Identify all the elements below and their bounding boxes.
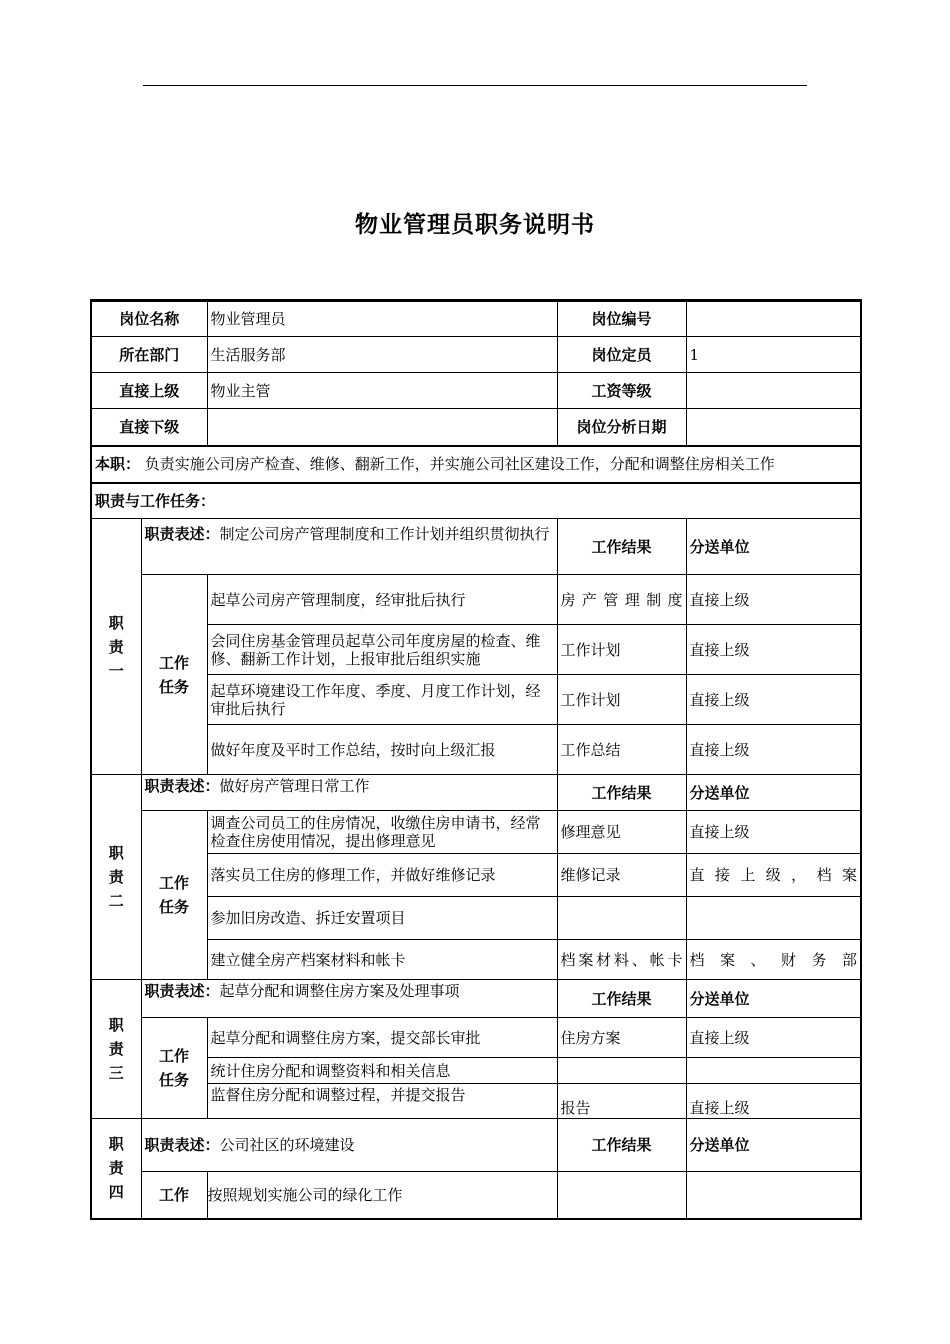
duty-3-task-1-recipient: 直接上级 bbox=[686, 1018, 861, 1058]
duty-4-task-1: 按照规划实施公司的绿化工作 bbox=[207, 1172, 557, 1219]
duty-3-task-3-result: 报告 bbox=[557, 1084, 686, 1119]
duty-1-name: 职 责 一 bbox=[91, 519, 141, 775]
duty-4-tasks-label: 工作 bbox=[141, 1172, 207, 1219]
position-no-label: 岗位编号 bbox=[557, 301, 686, 337]
headcount-value: 1 bbox=[686, 337, 861, 373]
duty-4-task-1-result bbox=[557, 1172, 686, 1219]
summary-text: 负责实施公司房产检查、维修、翻新工作，并实施公司社区建设工作，分配和调整住房相关工作 bbox=[144, 455, 775, 473]
superior-value: 物业主管 bbox=[207, 373, 557, 409]
duty-1-result-header: 工作结果 bbox=[557, 519, 686, 575]
headcount-label: 岗位定员 bbox=[557, 337, 686, 373]
duties-header: 职责与工作任务： bbox=[91, 483, 861, 519]
duty-2-result-header: 工作结果 bbox=[557, 775, 686, 811]
duty-2-task-4-result: 档案材料、帐卡 bbox=[557, 940, 686, 980]
duty-3-name: 职 责 三 bbox=[91, 980, 141, 1119]
duty-3-result-header: 工作结果 bbox=[557, 980, 686, 1018]
salary-grade-value bbox=[686, 373, 861, 409]
document-title: 物业管理员职务说明书 bbox=[355, 212, 595, 238]
position-no-value bbox=[686, 301, 861, 337]
duty-2-recipient-header: 分送单位 bbox=[686, 775, 861, 811]
summary-row bbox=[91, 446, 861, 483]
subordinate-value bbox=[207, 409, 557, 446]
analysis-date-label: 岗位分析日期 bbox=[557, 409, 686, 446]
department-label: 所在部门 bbox=[91, 337, 207, 373]
duty-4-result-header: 工作结果 bbox=[557, 1119, 686, 1172]
summary-label: 本职： bbox=[95, 455, 141, 473]
duty-3-task-2: 统计住房分配和调整资料和相关信息 bbox=[207, 1058, 557, 1084]
duty-3-task-1-result: 住房方案 bbox=[557, 1018, 686, 1058]
duty-4-task-1-recipient bbox=[686, 1172, 861, 1219]
duty-2-name: 职 责 二 bbox=[91, 775, 141, 980]
duty-2-task-1-result: 修理意见 bbox=[557, 811, 686, 854]
duty-3-task-3-recipient: 直接上级 bbox=[686, 1084, 861, 1119]
duty-1-statement: 职责表述：制定公司房产管理制度和工作计划并组织贯彻执行 bbox=[141, 519, 557, 575]
duty-1-task-1: 起草公司房产管理制度，经审批后执行 bbox=[207, 575, 557, 625]
position-name-label: 岗位名称 bbox=[91, 301, 207, 337]
subordinate-label: 直接下级 bbox=[91, 409, 207, 446]
duty-2-task-4-recipient: 档案、财务部 bbox=[686, 940, 861, 980]
duty-2-task-4: 建立健全房产档案材料和帐卡 bbox=[207, 940, 557, 980]
duty-1-task-4: 做好年度及平时工作总结，按时向上级汇报 bbox=[207, 725, 557, 775]
duty-1-task-3: 起草环境建设工作年度、季度、月度工作计划，经审批后执行 bbox=[207, 675, 557, 725]
duty-4-recipient-header: 分送单位 bbox=[686, 1119, 861, 1172]
duty-1-task-4-result: 工作总结 bbox=[557, 725, 686, 775]
duty-3-task-3: 监督住房分配和调整过程，并提交报告 bbox=[207, 1084, 557, 1119]
salary-grade-label: 工资等级 bbox=[557, 373, 686, 409]
duty-3-statement: 职责表述：起草分配和调整住房方案及处理事项 bbox=[141, 980, 557, 1018]
duty-2-task-2: 落实员工住房的修理工作，并做好维修记录 bbox=[207, 854, 557, 897]
duty-2-task-3: 参加旧房改造、拆迁安置项目 bbox=[207, 897, 557, 940]
duty-2-task-3-result bbox=[557, 897, 686, 940]
job-description-table bbox=[90, 299, 862, 1220]
duty-1-task-4-recipient: 直接上级 bbox=[686, 725, 861, 775]
department-value: 生活服务部 bbox=[207, 337, 557, 373]
duty-2-task-1-recipient: 直接上级 bbox=[686, 811, 861, 854]
duty-1-task-2-result: 工作计划 bbox=[557, 625, 686, 675]
duty-2-task-2-recipient: 直接上级，档案 bbox=[686, 854, 861, 897]
duty-1-task-3-recipient: 直接上级 bbox=[686, 675, 861, 725]
duty-1-task-2-recipient: 直接上级 bbox=[686, 625, 861, 675]
duty-1-task-2: 会同住房基金管理员起草公司年度房屋的检查、维修、翻新工作计划，上报审批后组织实施 bbox=[207, 625, 557, 675]
duty-1-task-1-recipient: 直接上级 bbox=[686, 575, 861, 625]
position-name-value: 物业管理员 bbox=[207, 301, 557, 337]
duty-2-task-3-recipient bbox=[686, 897, 861, 940]
duty-3-recipient-header: 分送单位 bbox=[686, 980, 861, 1018]
duty-2-task-2-result: 维修记录 bbox=[557, 854, 686, 897]
duty-2-statement: 职责表述：做好房产管理日常工作 bbox=[141, 775, 557, 811]
duty-3-task-2-result bbox=[557, 1058, 686, 1084]
duty-1-task-1-result: 房产管理制度 bbox=[557, 575, 686, 625]
analysis-date-value bbox=[686, 409, 861, 446]
duty-2-tasks-label: 工作 任务 bbox=[141, 811, 207, 980]
duty-1-task-3-result: 工作计划 bbox=[557, 675, 686, 725]
superior-label: 直接上级 bbox=[91, 373, 207, 409]
duty-1-tasks-label: 工作 任务 bbox=[141, 575, 207, 775]
duty-2-task-1: 调查公司员工的住房情况，收缴住房申请书，经常检查住房使用情况，提出修理意见 bbox=[207, 811, 557, 854]
duty-3-tasks-label: 工作 任务 bbox=[141, 1018, 207, 1119]
duty-4-name: 职 责 四 bbox=[91, 1119, 141, 1219]
header-rule bbox=[143, 85, 807, 86]
duty-4-statement: 职责表述：公司社区的环境建设 bbox=[141, 1119, 557, 1172]
duty-3-task-2-recipient bbox=[686, 1058, 861, 1084]
duty-1-recipient-header: 分送单位 bbox=[686, 519, 861, 575]
duty-3-task-1: 起草分配和调整住房方案，提交部长审批 bbox=[207, 1018, 557, 1058]
